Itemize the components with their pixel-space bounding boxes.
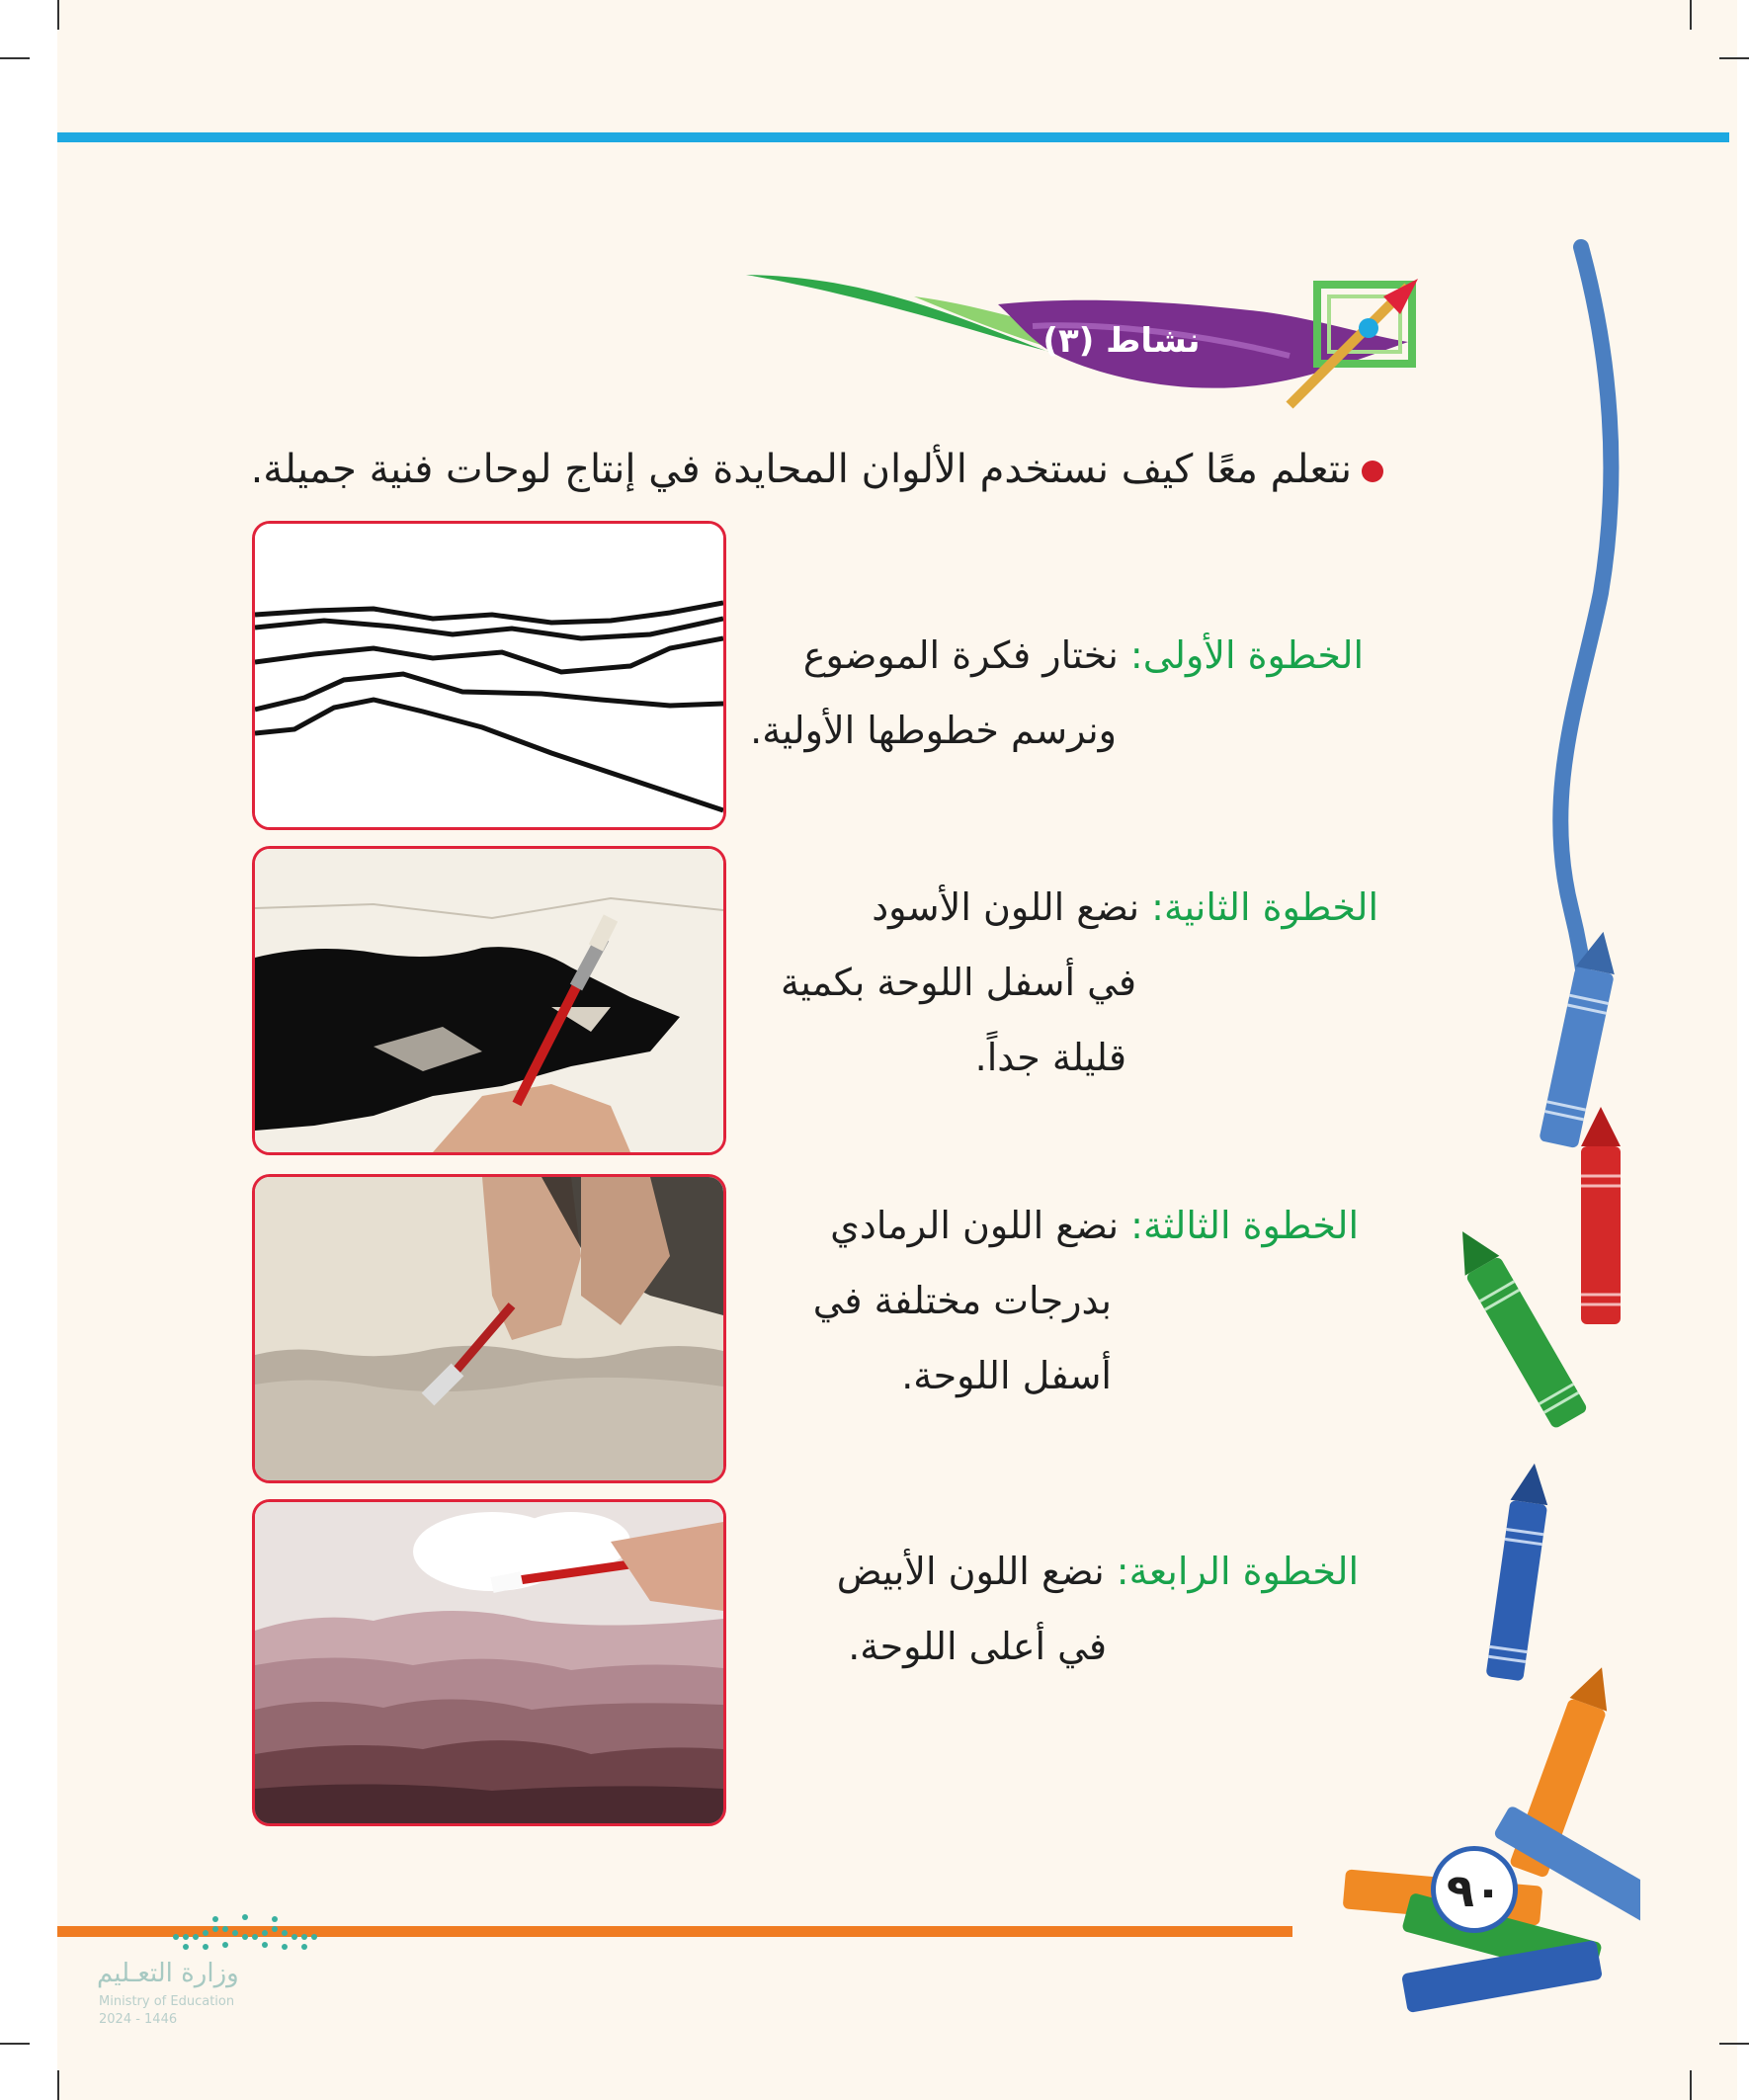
- step-3-label: الخطوة الثالثة:: [1130, 1204, 1359, 1247]
- step-4-image: [252, 1499, 726, 1826]
- step-2-line-1: نضع اللون الأسود: [872, 885, 1140, 929]
- crop-mark: [57, 2070, 59, 2100]
- crop-mark: [1690, 0, 1692, 30]
- step-1-line-2: ونرسم خطوطها الأولية.: [750, 709, 1117, 752]
- step-3-line-2: بدرجات مختلفة في: [812, 1279, 1112, 1322]
- step-2-line-2: في أسفل اللوحة بكمية: [780, 961, 1136, 1004]
- ministry-name-ar: وزارة التعـليم: [97, 1959, 239, 1988]
- step-1-line-1: نختار فكرة الموضوع: [802, 633, 1119, 677]
- ministry-logo: [97, 1907, 294, 2026]
- step-4-line-1: نضع اللون الأبيض: [836, 1550, 1105, 1593]
- activity-title: نشاط (٣): [1042, 321, 1201, 361]
- step-4-line-2: في أعلى اللوحة.: [848, 1625, 1107, 1668]
- step-3-line-1: نضع اللون الرمادي: [830, 1204, 1120, 1247]
- crop-mark: [1719, 2043, 1749, 2045]
- crayons-decoration: [1245, 237, 1640, 2036]
- step-2-line-3: قليلة جداً.: [974, 1036, 1126, 1079]
- crop-mark: [57, 0, 59, 30]
- ministry-name-en: Ministry of Education: [99, 1994, 235, 2009]
- crop-mark: [1690, 2070, 1692, 2100]
- page-number: ٩٠: [1431, 1846, 1518, 1933]
- step-1-label: الخطوة الأولى:: [1129, 633, 1364, 677]
- crop-mark: [0, 2043, 30, 2045]
- step-1-image: [252, 521, 726, 830]
- top-rule: [57, 132, 1729, 142]
- intro-line: [251, 440, 1383, 499]
- step-3-image: [252, 1174, 726, 1483]
- step-2-label: الخطوة الثانية:: [1151, 885, 1378, 929]
- step-2-image: [252, 846, 726, 1155]
- crop-mark: [1719, 57, 1749, 59]
- ministry-dots-icon: [166, 1907, 324, 1951]
- intro-text: نتعلم معًا كيف نستخدم الألوان المحايدة في إنتاج لوحات فنية جميلة.: [250, 447, 1352, 492]
- step-3-line-3: أسفل اللوحة.: [901, 1354, 1112, 1397]
- ministry-year: 2024 - 1446: [99, 2012, 178, 2027]
- crop-mark: [0, 57, 30, 59]
- step-4-label: الخطوة الرابعة:: [1116, 1550, 1359, 1593]
